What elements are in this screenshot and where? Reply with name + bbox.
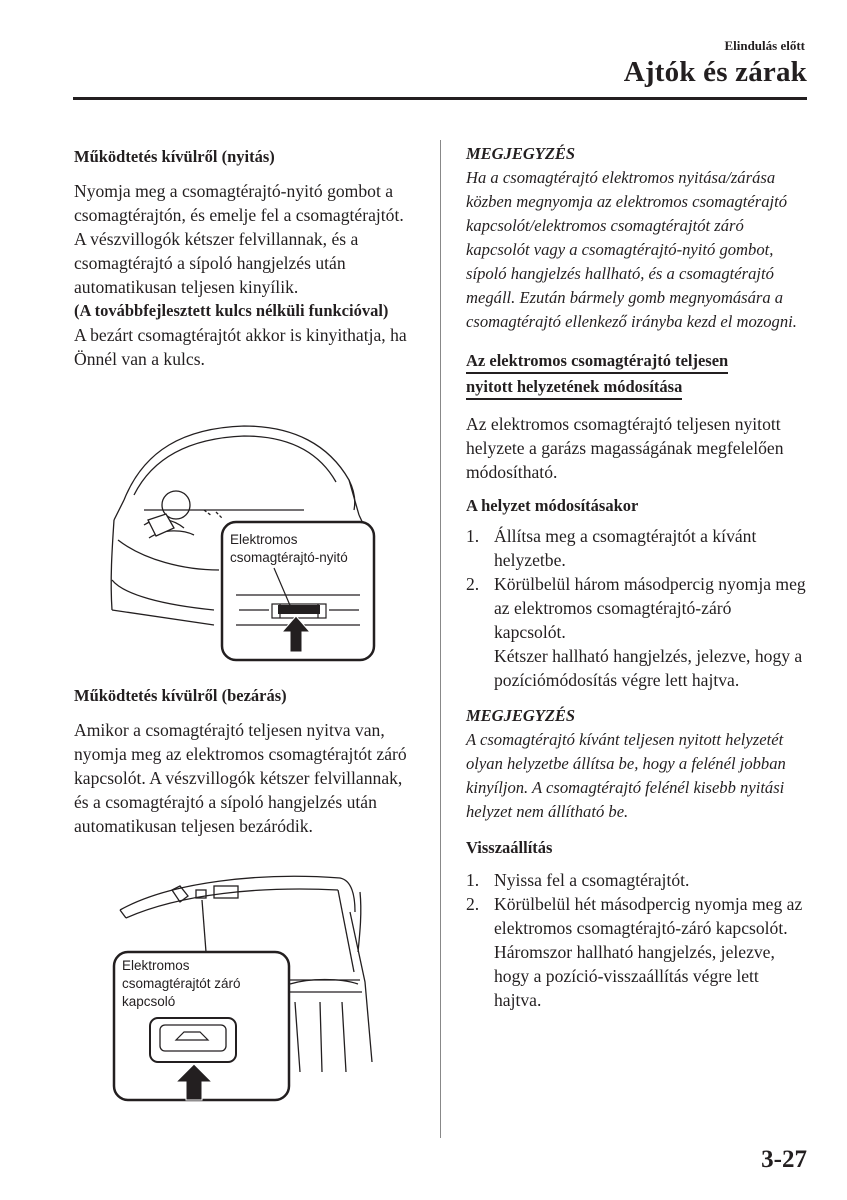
- heading-adjust-line1: Az elektromos csomagtérajtó teljesen: [466, 349, 728, 374]
- right-column: [466, 142, 806, 1012]
- paragraph-open: Nyomja meg a csomagtérajtó-nyitó gombot a csomagtérajtón, és emelje fel a csomagtérajtót. A vészvillogók kétszer felvillannak, és a csomagtérajtó a sípoló hangjelzés után automatikusan teljesen kinyílik.: [74, 181, 404, 297]
- column-divider: [440, 140, 441, 1138]
- fig1-label-line2: csomagtérajtó-nyitó: [230, 550, 348, 565]
- heading-adjust-line2: nyitott helyzetének módosítása: [466, 375, 682, 400]
- fig2-label-line2: csomagtérajtót záró: [122, 976, 241, 991]
- step-number: 2.: [466, 894, 480, 914]
- paragraph-keyless: A bezárt csomagtérajtót akkor is kinyithatja, ha Önnél van a kulcs.: [74, 325, 407, 369]
- note1-title: MEGJEGYZÉS: [466, 144, 576, 163]
- step-number: 2.: [466, 574, 480, 594]
- steps-reset: [466, 868, 806, 1012]
- page-title: Ajtók és zárak: [623, 56, 807, 88]
- step-text: Nyissa fel a csomagtérajtót.: [494, 870, 690, 890]
- fig2-label-line3: kapcsoló: [122, 994, 176, 1009]
- paragraph-adjust: Az elektromos csomagtérajtó teljesen nyitott helyzete a garázs magasságának megfelelően módosítható.: [466, 414, 784, 482]
- fig2-label-line1: Elektromos: [122, 958, 190, 973]
- note2-text: A csomagtérajtó kívánt teljesen nyitott helyzetét olyan helyzetbe állítsa be, hogy a felénél jobban kinyíljon. A csomagtérajtó felénél kisebb nyitási helyzet nem állítható be.: [466, 730, 786, 821]
- step-text: Körülbelül három másodpercig nyomja meg az elektromos csomagtérajtó-záró kapcsolót.: [494, 574, 806, 642]
- note2-title: MEGJEGYZÉS: [466, 706, 576, 725]
- step-extra: Kétszer hallható hangjelzés, jelezve, hogy a pozíciómódosítás végre lett hajtva.: [494, 646, 803, 690]
- heading-open-outside: Működtetés kívülről (nyitás): [74, 147, 275, 166]
- heading-reset: Visszaállítás: [466, 838, 553, 857]
- paragraph-close: Amikor a csomagtérajtó teljesen nyitva van, nyomja meg az elektromos csomagtérajtót záró kapcsolót. A vészvillogók kétszer felvillannak, és a csomagtérajtó a sípoló hangjelzés után automatikusan teljesen bezáródik.: [74, 720, 407, 836]
- figure-liftgate-close-switch: [110, 872, 382, 1104]
- figure-liftgate-opener: [104, 420, 384, 665]
- list-item: [466, 524, 806, 572]
- step-number: 1.: [466, 870, 480, 890]
- heading-close-outside: Működtetés kívülről (bezárás): [74, 686, 287, 705]
- step-text: Állítsa meg a csomagtérajtót a kívánt helyzetbe.: [494, 526, 757, 570]
- step-extra: Háromszor hallható hangjelzés, jelezve, hogy a pozíció-visszaállítás végre lett hajtva.: [494, 942, 775, 1010]
- open-liftgate-illustration: [110, 872, 382, 1104]
- section-label: Elindulás előtt: [724, 38, 805, 53]
- note1-text: Ha a csomagtérajtó elektromos nyitása/zárása közben megnyomja az elektromos csomagtérajtó kapcsolót/elektromos csomagtérajtót záró kapcsolót vagy a csomagtérajtó-nyitó gombot, sípoló hangjelzés hallható, és a csomagtérajtó megáll. Ezután bármely gomb megnyomására a csomagtérajtó ellenkező irányba kezd el mozogni.: [466, 168, 797, 331]
- list-item: [466, 572, 806, 692]
- list-item: [466, 892, 806, 1012]
- step-text: Körülbelül hét másodpercig nyomja meg az elektromos csomagtérajtó-záró kapcsolót.: [494, 894, 803, 938]
- heading-when-adjusting: A helyzet módosításakor: [466, 496, 639, 515]
- car-rear-illustration: [104, 420, 384, 665]
- step-number: 1.: [466, 526, 480, 546]
- left-column-top: [74, 145, 414, 371]
- steps-adjust: [466, 524, 806, 692]
- fig1-label-line1: Elektromos: [230, 532, 298, 547]
- left-column-bottom: [74, 684, 414, 838]
- header-rule: [73, 97, 807, 100]
- list-item: [466, 868, 806, 892]
- page-number: 3-27: [761, 1146, 807, 1173]
- heading-adjust-open-position: [466, 348, 806, 400]
- subheading-keyless: (A továbbfejlesztett kulcs nélküli funkcióval): [74, 301, 389, 320]
